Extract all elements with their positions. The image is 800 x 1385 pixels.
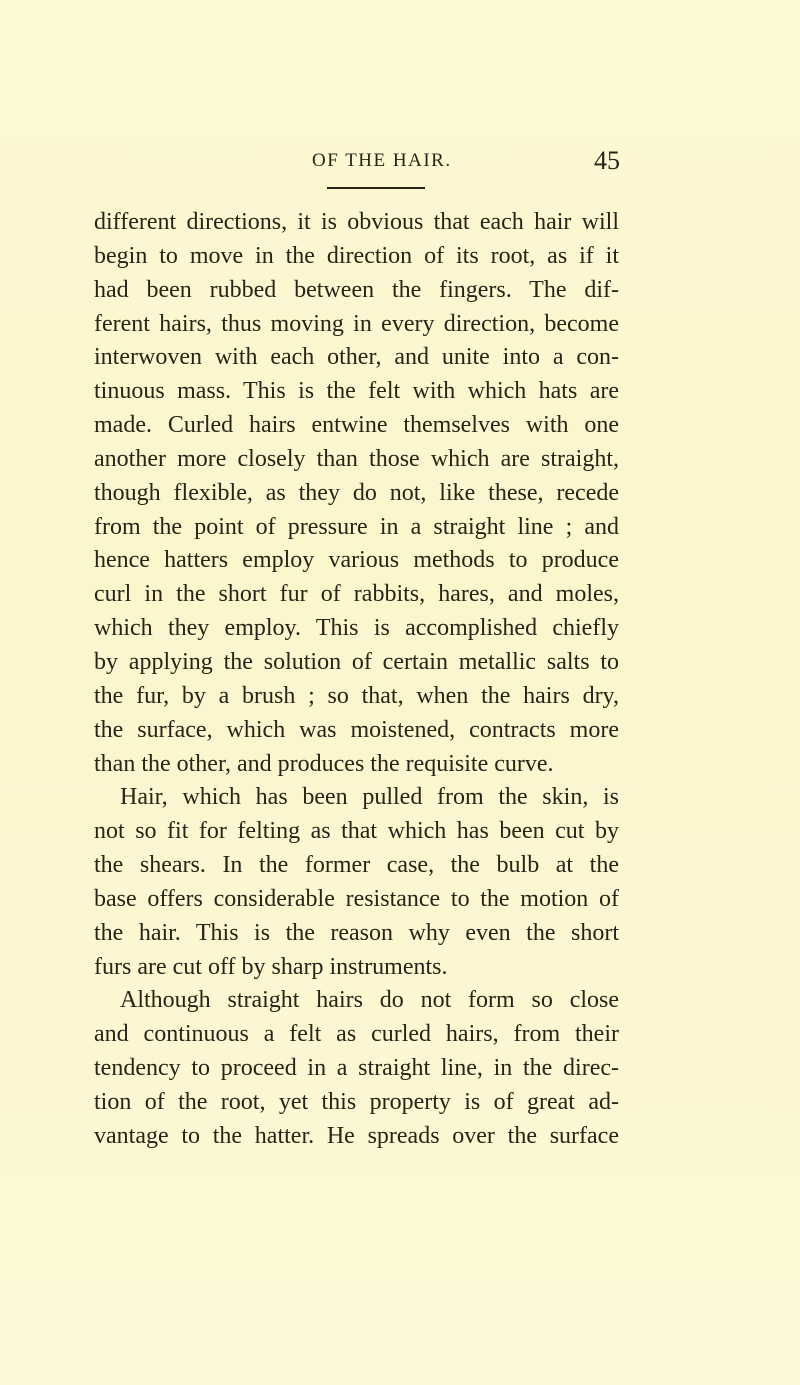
page-number: 45	[594, 146, 620, 175]
text-line: tion of the root, yet this property is of great ad-	[94, 1088, 619, 1115]
text-line: made. Curled hairs entwine themselves with one	[94, 412, 619, 439]
text-line: the surface, which was moistened, contracts more	[94, 716, 619, 743]
text-line: by applying the solution of certain metallic salts to	[94, 648, 619, 675]
text-line: had been rubbed between the fingers. The dif-	[94, 276, 619, 303]
text-line: vantage to the hatter. He spreads over the surface	[94, 1122, 619, 1149]
text-line: tinuous mass. This is the felt with which hats are	[94, 378, 619, 405]
text-line: Hair, which has been pulled from the skin, is	[120, 784, 619, 811]
text-line: and continuous a felt as curled hairs, from their	[94, 1021, 619, 1048]
text-line: the hair. This is the reason why even the short	[94, 919, 619, 946]
text-line: different directions, it is obvious that each hair will	[94, 209, 619, 235]
running-title: OF THE HAIR.	[312, 150, 452, 171]
text-line: Although straight hairs do not form so close	[120, 987, 619, 1014]
body-text	[94, 206, 619, 1154]
header-rule	[327, 187, 425, 189]
text-line: another more closely than those which are straight,	[94, 445, 619, 472]
text-line: though flexible, as they do not, like these, recede	[94, 479, 619, 506]
text-line: base offers considerable resistance to the motion of	[94, 885, 619, 912]
text-line: tendency to proceed in a straight line, in the direc-	[94, 1055, 619, 1082]
running-head	[0, 146, 800, 180]
text-line: ferent hairs, thus moving in every direction, become	[94, 310, 619, 337]
text-line: than the other, and produces the requisite curve.	[94, 750, 554, 777]
text-line: interwoven with each other, and unite into a con-	[94, 344, 619, 371]
text-line: begin to move in the direction of its root, as if it	[94, 242, 619, 269]
text-line: hence hatters employ various methods to produce	[94, 547, 619, 574]
text-line: curl in the short fur of rabbits, hares, and moles,	[94, 581, 619, 608]
text-line: not so fit for felting as that which has been cut by	[94, 818, 619, 845]
text-line: the shears. In the former case, the bulb at the	[94, 852, 619, 879]
text-line: from the point of pressure in a straight line ; and	[94, 513, 619, 540]
text-line: which they employ. This is accomplished chiefly	[94, 615, 619, 642]
text-line: the fur, by a brush ; so that, when the hairs dry,	[94, 682, 619, 709]
text-line: furs are cut off by sharp instruments.	[94, 953, 448, 980]
